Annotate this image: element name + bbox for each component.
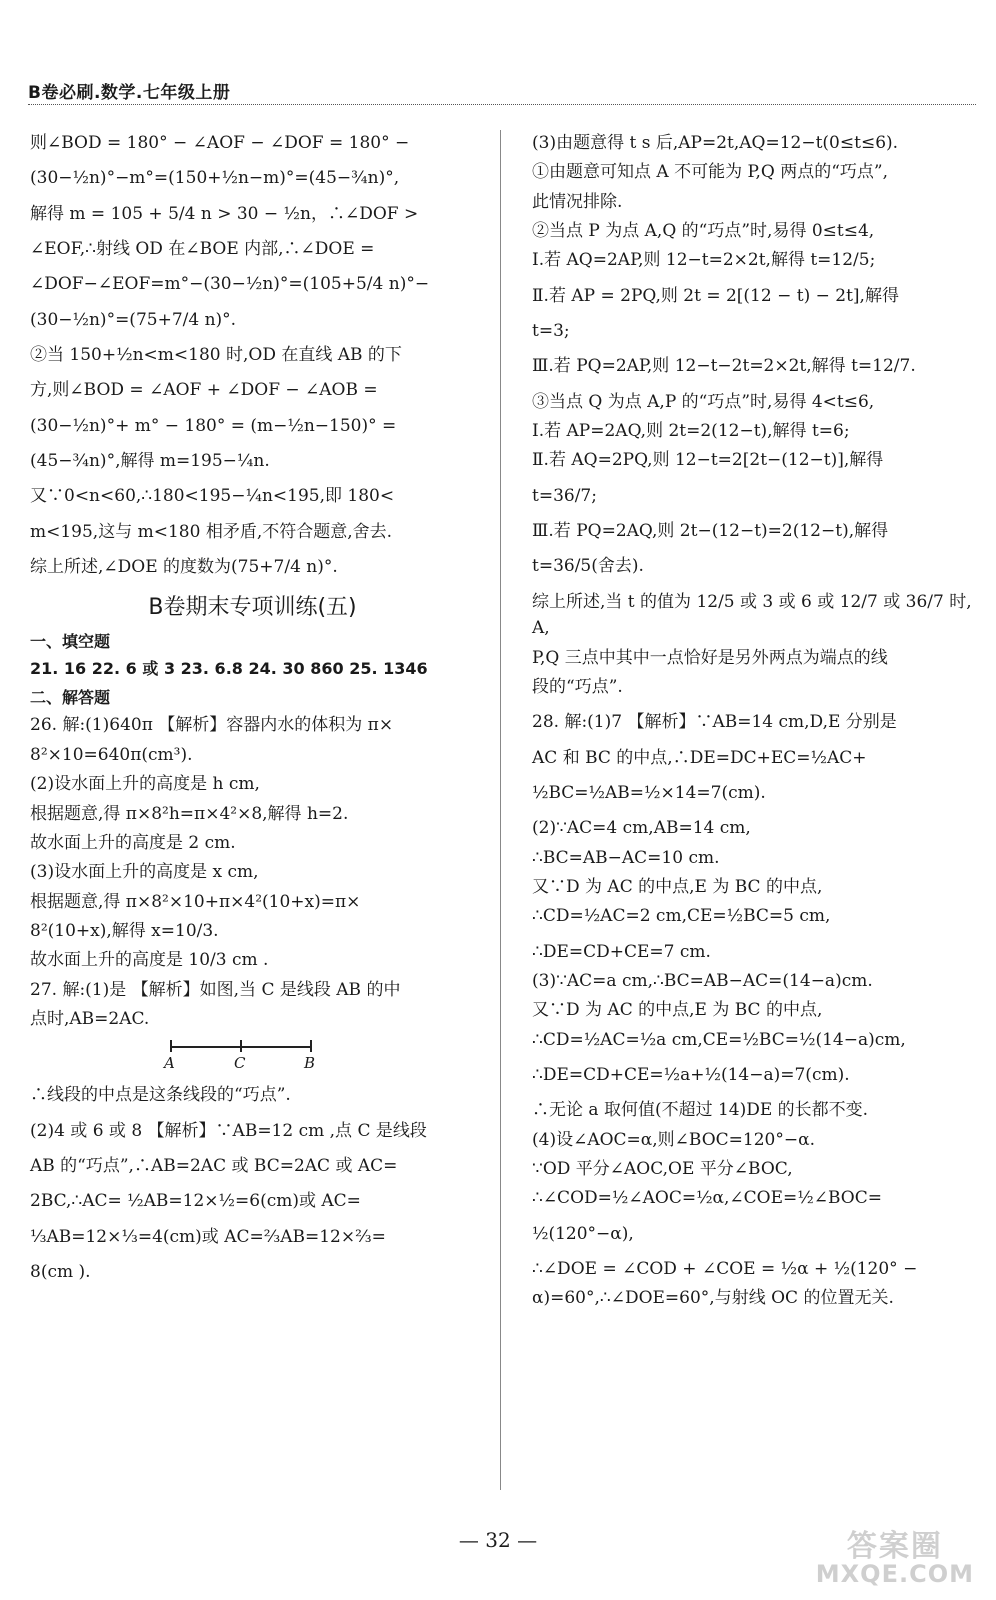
text-line: ⅓AB=12×⅓=4(cm)或 AC=⅔AB=12×⅔= [30,1226,386,1247]
segment-tick [170,1040,172,1052]
text-line: P,Q 三点中其中一点恰好是另外两点为端点的线 [532,647,888,668]
point-label-a: A [164,1054,175,1073]
text-line: 综上所述,∠DOE 的度数为(75+7/4 n)°. [30,557,338,578]
text-line: 8²(10+x),解得 x=10/3. [30,920,219,941]
watermark-logo [815,1529,974,1588]
text-line: AB 的“巧点”,∴AB=2AC 或 BC=2AC 或 AC= [30,1155,398,1176]
book-header: B卷必刷.数学.七年级上册 [28,83,231,103]
text-line: ∴BC=AB−AC=10 cm. [532,847,720,868]
segment-tick [240,1040,242,1052]
text-line: ∴DE=CD+CE=½a+½(14−a)=7(cm). [532,1064,850,1085]
text-line: 根据题意,得 π×8²h=π×4²×8,解得 h=2. [30,803,349,824]
text-line: (30−½n)°−m°=(150+½n−m)°=(45−¾n)°, [30,168,400,189]
text-line: Ⅰ.若 AQ=2AP,则 12−t=2×2t,解得 t=12/5; [532,250,876,271]
right-column [532,130,972,1315]
text-line: 26. 解:(1)640π 【解析】容器内水的体积为 π× [30,715,394,736]
text-line: 2BC,∴AC= ½AB=12×½=6(cm)或 AC= [30,1191,361,1212]
solve-heading: 二、解答题 [30,688,111,708]
text-line: ①由题意可知点 A 不可能为 P,Q 两点的“巧点”, [532,162,889,183]
text-line: Ⅱ.若 AQ=2PQ,则 12−t=2[2t−(12−t)],解得 [532,450,884,471]
column-divider [500,130,501,1490]
text-line: ∴∠COD=½∠AOC=½α,∠COE=½∠BOC= [532,1188,882,1209]
text-line: 又∵0<n<60,∴180<195−¼n<195,即 180< [30,486,395,507]
text-line: 又∵D 为 AC 的中点,E 为 BC 的中点, [532,1000,823,1021]
left-column [30,130,475,1294]
text-line: (2)4 或 6 或 8 【解析】∵AB=12 cm ,点 C 是线段 [30,1120,427,1141]
text-line: Ⅲ.若 PQ=2AP,则 12−t−2t=2×2t,解得 t=12/7. [532,356,916,377]
text-line: 8(cm ). [30,1261,91,1282]
watermark-top-text: 答案圈 [846,1529,943,1564]
header-rule [28,104,976,105]
text-line: ½BC=½AB=½×14=7(cm). [532,782,766,803]
text-line: 根据题意,得 π×8²×10+π×4²(10+x)=π× [30,891,361,912]
text-line: Ⅲ.若 PQ=2AQ,则 2t−(12−t)=2(12−t),解得 [532,521,889,542]
text-line: (3)由题意得 t s 后,AP=2t,AQ=12−t(0≤t≤6). [532,133,899,153]
text-line: ②当点 P 为点 A,Q 的“巧点”时,易得 0≤t≤4, [532,221,875,242]
text-line: 此情况排除. [532,191,623,212]
text-line: (2)设水面上升的高度是 h cm, [30,774,260,795]
text-line: 故水面上升的高度是 2 cm. [30,832,236,853]
text-line: 解得 m = 105 + 5/4 n > 30 − ½n，∴∠DOF > [30,203,419,224]
text-line: 则∠BOD = 180° − ∠AOF − ∠DOF = 180° − [30,133,410,153]
text-line: (3)设水面上升的高度是 x cm, [30,862,259,883]
text-line: m<195,这与 m<180 相矛盾,不符合题意,舍去. [30,521,393,542]
fill-blank-heading: 一、填空题 [30,632,111,652]
text-line: ∴线段的中点是这条线段的“巧点”. [30,1085,291,1106]
text-line: ∵OD 平分∠AOC,OE 平分∠BOC, [532,1159,793,1179]
text-line: t=36/5(舍去). [532,556,644,577]
segment-tick [310,1040,312,1052]
text-line: Ⅱ.若 AP = 2PQ,则 2t = 2[(12 − t) − 2t],解得 [532,285,899,306]
text-line: 点时,AB=2AC. [30,1008,150,1029]
text-line: t=36/7; [532,485,597,506]
text-line: ∠EOF,∴射线 OD 在∠BOE 内部,∴∠DOE = [30,239,375,260]
text-line: (3)∵AC=a cm,∴BC=AB−AC=(14−a)cm. [532,970,873,991]
text-line: AC 和 BC 的中点,∴DE=DC+EC=½AC+ [532,747,867,768]
text-line: α)=60°,∴∠DOE=60°,与射线 OC 的位置无关. [532,1288,894,1309]
solution-text-block [30,130,475,580]
text-line: 综上所述,当 t 的值为 12/5 或 3 或 6 或 12/7 或 36/7 时,A, [532,591,972,639]
point-label-c: C [234,1054,246,1073]
text-line: ③当点 Q 为点 A,P 的“巧点”时,易得 4<t≤6, [532,391,875,412]
text-line: 又∵D 为 AC 的中点,E 为 BC 的中点, [532,876,823,897]
text-line: (4)设∠AOC=α,则∠BOC=120°−α. [532,1129,815,1150]
text-line: 方,则∠BOD = ∠AOF + ∠DOF − ∠AOB = [30,380,378,401]
text-line: ∴∠DOE = ∠COD + ∠COE = ½α + ½(120° − [532,1259,918,1280]
text-line: 28. 解:(1)7 【解析】∵AB=14 cm,D,E 分别是 [532,712,897,733]
text-line: ∴DE=CD+CE=7 cm. [532,941,711,962]
text-line: 故水面上升的高度是 10/3 cm . [30,950,269,971]
text-line: (45−¾n)°,解得 m=195−¼n. [30,451,270,472]
page-number: — 32 — [458,1528,538,1552]
text-line: 段的“巧点”. [532,676,623,697]
text-line: ∠DOF−∠EOF=m°−(30−½n)°=(105+5/4 n)°− [30,274,430,295]
text-line: (30−½n)°=(75+7/4 n)°. [30,309,237,330]
text-line: Ⅰ.若 AP=2AQ,则 2t=2(12−t),解得 t=6; [532,421,850,442]
fill-blank-answers: 21. 16 22. 6 或 3 23. 6.8 24. 30 860 25. 1346 [30,659,428,679]
text-line: ½(120°−α), [532,1223,634,1244]
text-line: ②当 150+½n<m<180 时,OD 在直线 AB 的下 [30,345,402,366]
point-label-b: B [304,1054,316,1073]
text-line: 27. 解:(1)是 【解析】如图,当 C 是线段 AB 的中 [30,979,401,1000]
text-line: ∴CD=½AC=2 cm,CE=½BC=5 cm, [532,906,831,927]
section-title: B卷期末专项训练(五) [148,595,357,621]
segment-figure [30,1036,475,1076]
text-line: (30−½n)°+ m° − 180° = (m−½n−150)° = [30,415,397,436]
solution-text-block [30,1082,475,1285]
watermark-bottom-text: MXQE.COM [815,1560,974,1588]
text-line: t=3; [532,321,570,342]
text-line: ∴无论 a 取何值(不超过 14)DE 的长都不变. [532,1100,869,1121]
text-line: ∴CD=½AC=½a cm,CE=½BC=½(14−a)cm, [532,1029,906,1050]
solution-text-block [30,712,475,1032]
text-line: (2)∵AC=4 cm,AB=14 cm, [532,818,751,839]
text-line: 8²×10=640π(cm³). [30,744,193,765]
